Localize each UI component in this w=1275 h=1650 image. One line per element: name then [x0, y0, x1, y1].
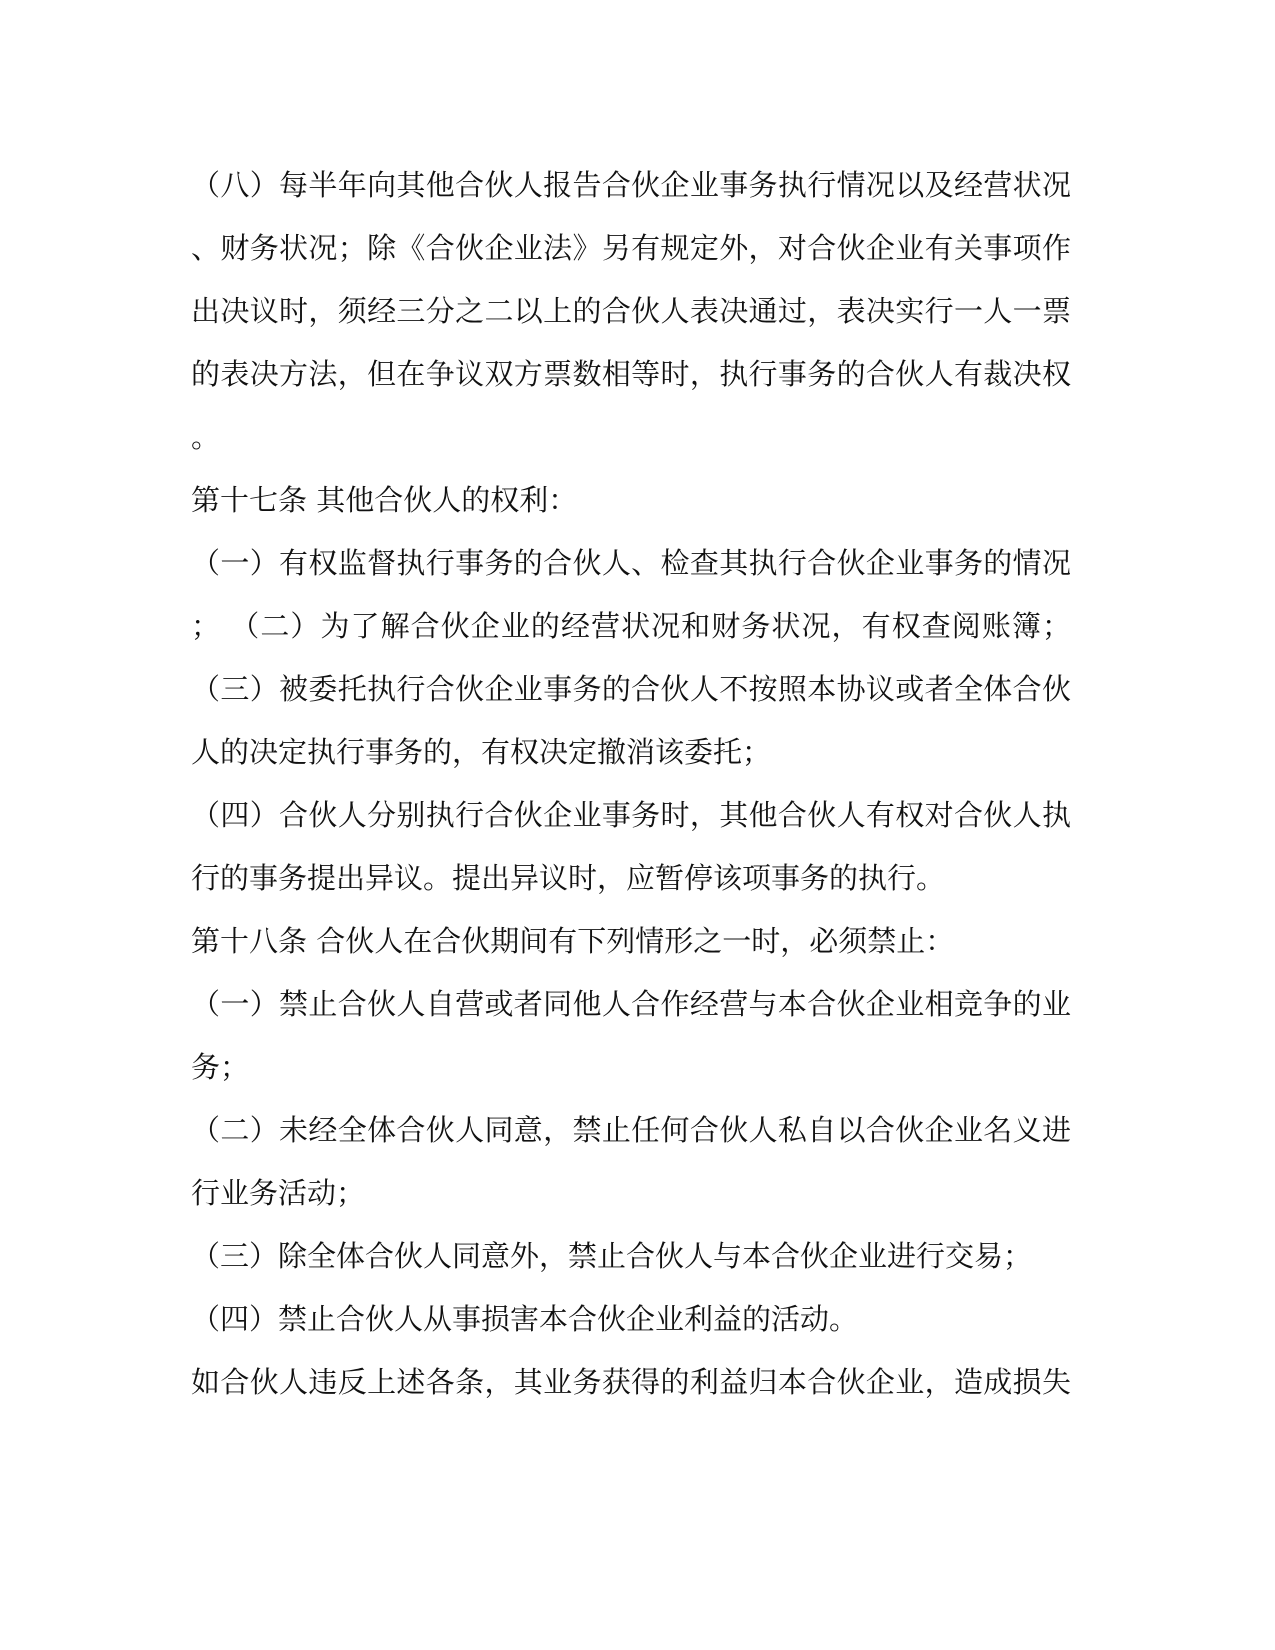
text-line: 行的事务提出异议。提出异议时，应暂停该项事务的执行。	[191, 861, 946, 895]
text-line: （四）合伙人分别执行合伙企业事务时，其他合伙人有权对合伙人执	[191, 798, 1071, 832]
text-line: （四）禁止合伙人从事损害本合伙企业利益的活动。	[191, 1302, 859, 1336]
text-line: 第十七条 其他合伙人的权利：	[191, 483, 578, 517]
text-line: 出决议时，须经三分之二以上的合伙人表决通过，表决实行一人一票	[191, 294, 1071, 328]
text-line: ； （二）为了解合伙企业的经营状况和财务状况，有权查阅账簿；	[191, 609, 1071, 643]
text-line: 、财务状况；除《合伙企业法》另有规定外，对合伙企业有关事项作	[191, 231, 1071, 265]
text-line: 的表决方法，但在争议双方票数相等时，执行事务的合伙人有裁决权	[191, 357, 1071, 391]
text-line: 如合伙人违反上述各条，其业务获得的利益归本合伙企业，造成损失	[191, 1365, 1071, 1399]
text-line: 第十八条 合伙人在合伙期间有下列情形之一时，必须禁止：	[191, 924, 955, 958]
text-line: （八）每半年向其他合伙人报告合伙企业事务执行情况以及经营状况	[191, 168, 1071, 202]
text-line: 。	[191, 420, 221, 454]
text-line: （一）禁止合伙人自营或者同他人合作经营与本合伙企业相竞争的业	[191, 987, 1071, 1021]
text-line: （三）除全体合伙人同意外，禁止合伙人与本合伙企业进行交易；	[191, 1239, 1033, 1273]
text-line: （三）被委托执行合伙企业事务的合伙人不按照本协议或者全体合伙	[191, 672, 1071, 706]
text-line: 务；	[191, 1050, 250, 1084]
text-line: （二）未经全体合伙人同意，禁止任何合伙人私自以合伙企业名义进	[191, 1113, 1071, 1147]
text-line: 行业务活动；	[191, 1176, 366, 1210]
text-line: （一）有权监督执行事务的合伙人、检查其执行合伙企业事务的情况	[191, 546, 1071, 580]
text-line: 人的决定执行事务的，有权决定撤消该委托；	[191, 735, 772, 769]
document-body	[191, 154, 1071, 1414]
